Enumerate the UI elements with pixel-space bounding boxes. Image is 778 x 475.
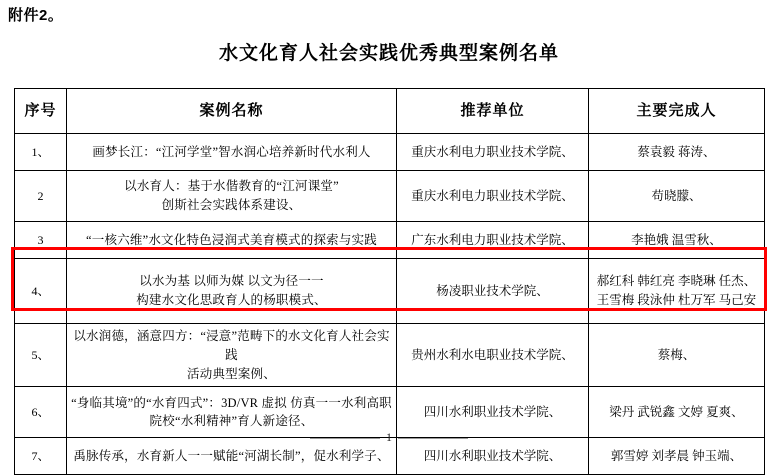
footer-rule-right <box>398 438 468 439</box>
case-name-line2: 院校“水利精神”育人新途径、 <box>149 414 314 429</box>
cell-unit: 贵州水利水电职业技术学院、 <box>397 324 589 387</box>
cell-case-name <box>67 171 397 222</box>
cell-people: 郭雪婷 刘孝晨 钟玉端、 <box>589 438 765 475</box>
cell-unit: 杨凌职业技术学院、 <box>397 259 589 324</box>
table-header-row <box>15 89 765 134</box>
case-name-line1: 以水育人：基于水偕教育的“江河课堂” <box>124 179 339 194</box>
cell-case-name <box>67 222 397 259</box>
cell-unit: 四川水利职业技术学院、 <box>397 387 589 438</box>
case-name-line1: 以水为基 以师为媒 以文为径一一 <box>139 274 324 289</box>
cell-no: 2 <box>15 171 67 222</box>
cell-unit: 重庆水利电力职业技术学院、 <box>397 171 589 222</box>
cell-unit: 重庆水利电力职业技术学院、 <box>397 134 589 171</box>
attachment-label: 附件2。 <box>8 7 64 24</box>
cell-no: 3 <box>15 222 67 259</box>
people-line1: 郝红科 韩红亮 李晓琳 任杰、 <box>596 274 757 289</box>
column-header-case-name: 案例名称 <box>67 89 397 134</box>
cell-people: 苟晓朦、 <box>589 171 765 222</box>
column-header-no: 序号 <box>15 89 67 134</box>
table-row <box>15 134 765 171</box>
page-number: 1 <box>386 430 392 444</box>
cell-no: 7、 <box>15 438 67 475</box>
cell-people <box>589 259 765 324</box>
table-header <box>15 89 765 134</box>
table-row <box>15 171 765 222</box>
footer-rule-left <box>310 438 380 439</box>
column-header-main-contributors: 主要完成人 <box>589 89 765 134</box>
column-header-recommend-unit: 推荐单位 <box>397 89 589 134</box>
case-name-line1: 画梦长江：“江河学堂”智水润心培养新时代水利人 <box>92 144 371 159</box>
case-name-line1: 以水润德，涵意四方：“浸意”范畴下的水文化育人社会实践 <box>73 329 390 362</box>
case-name-line1: “一核六维”水文化特色浸润式美育模式的探索与实践 <box>86 232 377 247</box>
case-name-line2: 构建水文化思政育人的杨职模式、 <box>136 293 327 307</box>
cell-no: 1、 <box>15 134 67 171</box>
cell-people: 梁丹 武锐鑫 文婷 夏爽、 <box>589 387 765 438</box>
cell-people: 李艳娥 温雪秋、 <box>589 222 765 259</box>
cell-people: 蔡袁毅 蒋涛、 <box>589 134 765 171</box>
table-body <box>15 134 765 475</box>
case-name-line2: 创斯社会实践体系建设、 <box>161 198 302 212</box>
cell-case-name <box>67 324 397 387</box>
cell-unit: 广东水利电力职业技术学院、 <box>397 222 589 259</box>
page-footer <box>0 430 778 445</box>
case-name-line2: 活动典型案例、 <box>187 366 276 381</box>
table-row-highlighted <box>15 259 765 324</box>
cell-people: 蔡梅、 <box>589 324 765 387</box>
cell-case-name <box>67 259 397 324</box>
cell-no: 6、 <box>15 387 67 438</box>
cell-no: 5、 <box>15 324 67 387</box>
page-title: 水文化育人社会实践优秀典型案例名单 <box>218 43 559 64</box>
case-list-table <box>14 88 765 475</box>
case-name-line1: 禹脉传承，水育新人一一赋能“河湖长制”，促水利学子、 <box>73 448 390 463</box>
table-row <box>15 222 765 259</box>
cell-case-name <box>67 134 397 171</box>
case-name-line1: “身临其境”的“水育四式”：3D/VR 虚拟 仿真一一水利高职 <box>71 395 392 410</box>
cell-unit: 四川水利职业技术学院、 <box>397 438 589 475</box>
table-row <box>15 324 765 387</box>
people-line2: 王雪梅 段泳仲 杜万军 马己安 <box>596 293 757 307</box>
cell-no: 4、 <box>15 259 67 324</box>
